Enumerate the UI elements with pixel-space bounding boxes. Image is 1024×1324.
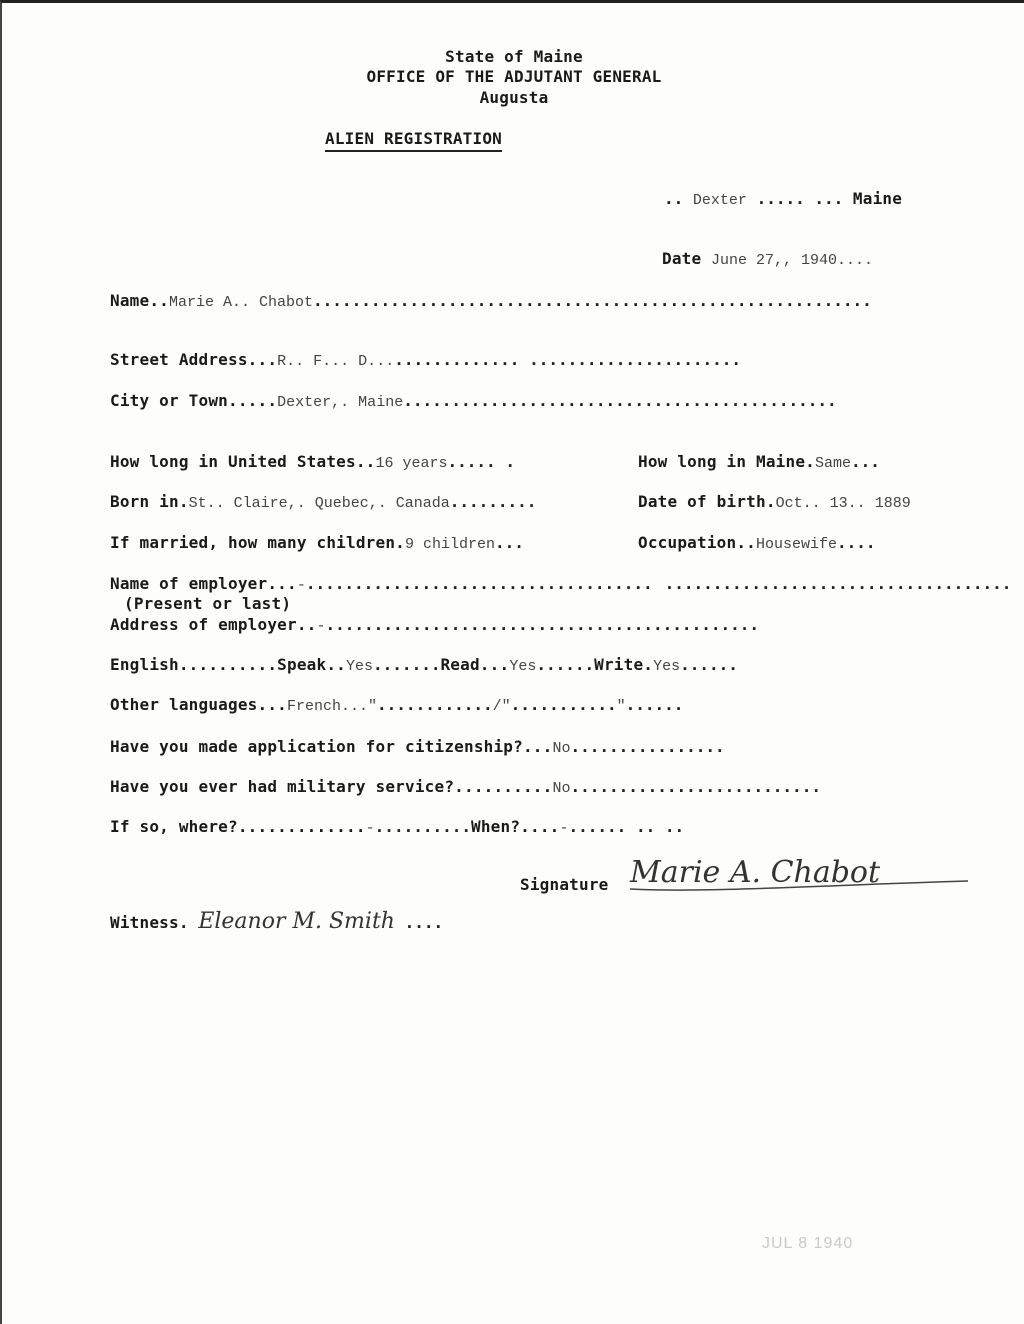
other-lang-label: Other languages... (110, 695, 287, 714)
other-lang-speak: ..." (341, 698, 378, 715)
place-town: Dexter (692, 192, 747, 209)
military-value: No (552, 780, 571, 797)
signature-label: Signature (520, 875, 609, 894)
header-state: State of Maine (445, 47, 583, 66)
citizenship-row (110, 737, 725, 757)
employer-value: - (296, 577, 306, 594)
born-row (110, 492, 536, 512)
children-label: If married, how many children. (110, 533, 405, 552)
speak-dots: ....... (373, 655, 441, 674)
other-lang-dots2: ........... (510, 695, 617, 714)
maine-label: How long in Maine. (638, 452, 815, 471)
city-row (110, 391, 837, 411)
where-label: If so, where?............. (110, 817, 366, 836)
signature-underline (628, 875, 973, 895)
employer-dots: .................................... (305, 574, 653, 593)
form-title: ALIEN REGISTRATION (325, 129, 502, 152)
other-lang-dots1: ............ (377, 695, 493, 714)
place-state: Maine (852, 189, 903, 208)
children-value: 9 children (404, 536, 495, 553)
speak-value: Yes (346, 658, 374, 675)
military-row (110, 777, 821, 797)
received-stamp: JUL 8 1940 (762, 1235, 854, 1252)
military-label: Have you ever had military service?.......... (110, 777, 553, 796)
children-row (110, 533, 524, 553)
other-lang-read: /" (492, 698, 511, 715)
citizenship-value: No (552, 740, 571, 757)
employer-label: Name of employer... (110, 574, 297, 593)
english-row (110, 655, 738, 675)
military-dots: .......................... (570, 777, 821, 796)
street-dots: ............. ...................... (394, 350, 741, 369)
other-lang-write: " (616, 698, 626, 715)
place-line (664, 189, 902, 209)
street-value: R.. F... D... (277, 353, 395, 370)
other-lang-value: French (287, 698, 342, 715)
employer-address-value: - (316, 618, 326, 635)
born-label: Born in. (110, 492, 189, 511)
us-label: How long in United States.. (110, 452, 376, 471)
date-line (662, 249, 873, 269)
date-value: June 27,, 1940.... (710, 252, 874, 269)
maine-value: Same (815, 455, 852, 472)
born-value: St.. Claire,. Quebec,. Canada (188, 495, 450, 512)
where-row (110, 817, 684, 837)
write-label: Write. (594, 655, 654, 674)
other-languages-row (110, 695, 683, 715)
employer-row (110, 574, 1011, 594)
read-value: Yes (509, 658, 537, 675)
city-dots: ............................................. (403, 391, 837, 410)
witness-line (110, 909, 443, 934)
place-dots: ..... ... (756, 189, 844, 208)
speak-label: Speak.. (277, 655, 347, 674)
employer-address-row (110, 615, 759, 635)
english-label: English.......... (110, 655, 278, 674)
city-label: City or Town..... (110, 391, 278, 410)
children-dots: ... (495, 533, 524, 552)
occupation-label: Occupation.. (638, 533, 756, 552)
name-dots: .......................................................... (313, 291, 872, 310)
read-dots: ...... (536, 655, 595, 674)
occupation-row (638, 533, 876, 553)
residence-row (110, 452, 515, 472)
us-dots: ..... . (447, 452, 515, 471)
dob-label: Date of birth. (638, 492, 776, 511)
employer-note: (Present or last) (124, 594, 292, 613)
where-value: - (365, 820, 375, 837)
name-value: Marie A.. Chabot (169, 294, 314, 311)
name-label: Name.. (110, 291, 169, 310)
citizenship-dots: ................ (570, 737, 725, 756)
signature-value: Marie A. Chabot (630, 855, 881, 890)
witness-label: Witness. (110, 913, 189, 932)
when-value: - (559, 820, 569, 837)
occupation-value: Housewife (756, 536, 838, 553)
witness-value: Eleanor M. Smith (198, 909, 395, 934)
maine-dots: ... (851, 452, 880, 471)
witness-dots: .... (404, 913, 444, 932)
dob-value: Oct.. 13.. 1889 (775, 495, 911, 512)
place-lead: .. (664, 189, 684, 208)
street-label: Street Address... (110, 350, 278, 369)
city-value: Dexter,. Maine (277, 394, 404, 411)
dob-row (638, 492, 911, 512)
date-label: Date (662, 249, 702, 268)
write-dots: ...... (680, 655, 738, 674)
when-dots: ...... .. .. (568, 817, 685, 836)
us-value: 16 years (375, 455, 448, 472)
other-lang-dots3: ...... (625, 695, 684, 714)
street-row (110, 350, 741, 370)
when-label: When?.... (471, 817, 560, 836)
read-label: Read... (440, 655, 510, 674)
header-office: OFFICE OF THE ADJUTANT GENERAL (366, 67, 662, 86)
name-row (110, 291, 872, 311)
write-value: Yes (653, 658, 681, 675)
employer-address-dots: ............................................. (325, 615, 759, 634)
where-dots: .......... (374, 817, 471, 836)
employer-address-label: Address of employer.. (110, 615, 317, 634)
citizenship-label: Have you made application for citizenship?... (110, 737, 553, 756)
employer-dots-right: .................................... (664, 574, 1012, 593)
born-dots: ......... (449, 492, 537, 511)
maine-row (638, 452, 880, 472)
occupation-dots: .... (837, 533, 876, 552)
header-city: Augusta (479, 88, 549, 107)
